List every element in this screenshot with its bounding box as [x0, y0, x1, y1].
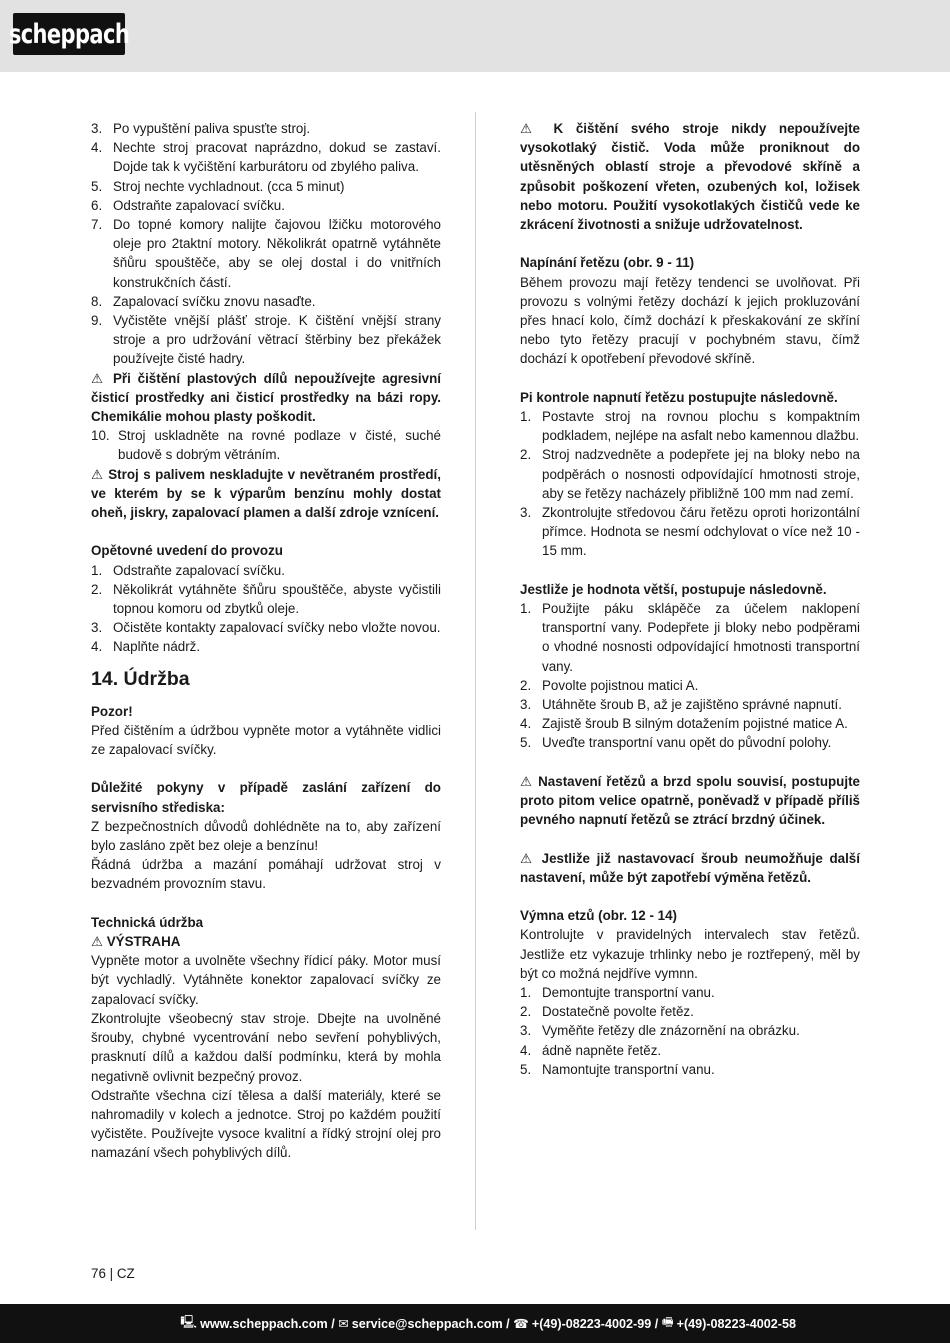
list-item — [520, 714, 860, 733]
list-item — [91, 138, 441, 176]
warning-icon: ⚠ — [91, 370, 107, 386]
list-item-text: Uveďte transportní vanu opět do původní polohy. — [542, 735, 832, 751]
service-text: Z bezpečnostních důvodů dohlédněte na to, aby zařízení bylo zasláno zpět bez oleje a benzínu! — [91, 818, 441, 854]
warning-icon: ⚠ — [91, 934, 104, 950]
list-item-text: Povolte pojistnou matici A. — [542, 677, 699, 693]
tech-text: Zkontrolujte všeobecný stav stroje. Dbejte na uvolněné šrouby, chybné vycentrování nebo sevření pohyblivých, prasknutí dílů a každou další podmínku, která by mohla negativně ovlivnit bezpečný provoz. — [91, 1010, 441, 1084]
left-column — [91, 119, 441, 1163]
list-item-number: 3. — [91, 620, 103, 636]
list-item-number: 3. — [91, 121, 103, 136]
column-divider — [475, 112, 476, 1230]
list-item-text: Zapalovací svíčku znovu nasaďte. — [113, 293, 316, 309]
list-item — [520, 1021, 860, 1040]
tech-text: Odstraňte všechna cizí tělesa a další materiály, které se nahromadily v kolech a jednotce. Stroj po každém použití vyčistěte. Používejte vysoce kvalitní a řídký strojní olej pro namazání všech pohyblivých dílů. — [91, 1087, 441, 1161]
list-item-text: Několikrát vytáhněte šňůru spouštěče, abyste vyčistili topnou komoru od zbytků oleje. — [113, 581, 441, 617]
list-item-text: Vyměňte řetězy dle znázornění na obrázku. — [542, 1023, 800, 1039]
list-item-text: Stroj nadzvedněte a podepřete jej na bloky nebo na podpěrách o nosnosti odpovídající hmotnosti stroje, aby se řetězy nacházely přibližně 100 mm nad zemí. — [542, 447, 860, 501]
list-item — [520, 695, 860, 714]
list-item-number: 4. — [520, 1042, 532, 1058]
check-steps-list — [520, 407, 860, 561]
right-column — [520, 119, 860, 1079]
logo-text: scheppach — [8, 19, 130, 49]
list-item-number: 9. — [91, 313, 103, 329]
list-item-number: 4. — [91, 140, 103, 156]
list-item — [520, 983, 860, 1002]
check-heading: Pi kontrole napnutí řetězu postupujte následovně. — [520, 389, 838, 405]
warning-icon: ⚠ — [91, 466, 104, 482]
list-item-number: 6. — [91, 197, 103, 213]
list-item-number: 5. — [520, 735, 532, 751]
list-item — [91, 292, 441, 311]
list-item-text: Nechte stroj pracovat naprázdno, dokud se zastaví. Dojde tak k vyčištění karburátoru od zbylého paliva. — [113, 140, 441, 175]
list-item — [520, 676, 860, 695]
fax-icon: 🖷 — [661, 1315, 674, 1329]
warning-highpressure: ⚠ K čištění svého stroje nikdy nepoužívejte vysokotlaký čistič. Voda může proniknout do utěsněných oblastí stroje a převodové skříně a způsobit poškození vřeten, ozubených kol, ložisek nebo motoru. Použití vysokotlakých čističů vede ke zkrácení životnosti a snižuje udržovatelnost. — [520, 121, 860, 233]
restart-heading: Opětovné uvedení do provozu — [91, 543, 283, 559]
list-item — [520, 407, 860, 445]
list-item-number: 2. — [91, 581, 103, 597]
list-item-text: Vyčistěte vnější plášť stroje. K čištění vnější strany stroje a pro udržování větrací štěrbiny bez překážek používejte čisté hadry. — [113, 313, 441, 367]
list-item-text: Použijte páku sklápěče za účelem naklopení transportní vany. Podepřete ji bloky nebo podpěrami o vhodné nosnosti odpovídající hmotnosti transportní vany. — [542, 601, 860, 674]
list-item: 10. Stroj uskladněte na rovné podlaze v čisté, suché budově s dobrým větráním. — [91, 428, 441, 463]
list-item-text: Postavte stroj na rovnou plochu s kompaktním podkladem, nejlépe na asfalt nebo kamennou dlažbu. — [542, 409, 860, 444]
tech-warning: ⚠ VÝSTRAHA — [91, 934, 181, 950]
list-item-number: 1. — [91, 562, 103, 578]
list-item — [520, 1060, 860, 1079]
list-item — [91, 580, 441, 618]
email-icon: ✉ — [338, 1317, 349, 1331]
restart-steps-list — [91, 561, 441, 657]
list-item-text: Stroj nechte vychladnout. (cca 5 minut) — [113, 178, 345, 194]
list-item-text: Naplňte nádrž. — [113, 639, 201, 655]
list-item — [91, 561, 441, 580]
list-item — [91, 618, 441, 637]
list-item — [520, 1002, 860, 1021]
page-number: 76 | CZ — [91, 1266, 135, 1281]
list-item — [520, 599, 860, 676]
list-item — [520, 445, 860, 503]
tech-text: Vypněte motor a uvolněte všechny řídicí páky. Motor musí být vychladlý. Vytáhněte konektor zapalovací svíčky ze zapalovací svíčky. — [91, 953, 441, 1007]
list-item-number: 7. — [91, 217, 103, 233]
section-title: 14. Údržba — [91, 667, 190, 690]
warning-icon: ⚠ — [520, 121, 541, 136]
tension-heading: Napínání řetězu (obr. 9 - 11) — [520, 255, 695, 271]
list-item-number: 2. — [520, 677, 532, 693]
replace-text: Kontrolujte v pravidelných intervalech stav řetězů. Jestliže etz vykazuje trhlinky nebo je roztřepený, měl by být co možná nejdříve vymnn. — [520, 927, 860, 981]
list-item — [91, 311, 441, 369]
attention-text: Před čištěním a údržbou vypněte motor a vytáhněte vidlici ze zapalovací svíčky. — [91, 722, 441, 758]
list-item-number: 5. — [520, 1061, 532, 1077]
list-item-number: 1. — [520, 601, 532, 617]
list-item-text: Dostatečně povolte řetěz. — [542, 1004, 694, 1020]
list-item — [91, 637, 441, 656]
list-item-text: Zkontrolujte středovou čáru řetězu oproti horizontální přímce. Hodnota se nesmí odchylovat o více než 10 - 15 mm. — [542, 505, 860, 559]
phone-icon: ☎ — [513, 1317, 529, 1331]
warning-plastics: ⚠ Při čištění plastových dílů nepoužívejte agresivní čisticí prostředky ani čisticí prostředky na bázi ropy. Chemikálie mohou plasty poškodit. — [91, 370, 441, 425]
list-item-number: 2. — [520, 1004, 532, 1020]
warning-icon: ⚠ — [520, 850, 535, 866]
computer-icon: 🖳 — [180, 1315, 198, 1329]
greater-heading: Jestliže je hodnota větší, postupuje následovně. — [520, 581, 827, 597]
list-item-text: Odstraňte zapalovací svíčku. — [113, 197, 285, 213]
list-item-number: 3. — [520, 1023, 532, 1039]
service-text: Řádná údržba a mazání pomáhají udržovat stroj v bezvadném provozním stavu. — [91, 857, 441, 892]
list-item-number: 1. — [520, 985, 532, 1001]
list-item-number: 1. — [520, 409, 532, 425]
list-item-text: ádně napněte řetěz. — [542, 1042, 662, 1058]
header-band — [0, 0, 950, 72]
list-item-text: Po vypuštění paliva spusťte stroj. — [113, 121, 311, 136]
list-item-text: Zajistě šroub B silným dotažením pojistné matice A. — [542, 716, 848, 732]
list-item-text: Namontujte transportní vanu. — [542, 1061, 715, 1077]
list-item — [91, 119, 441, 138]
list-item-number: 4. — [520, 716, 532, 732]
list-item — [91, 177, 441, 196]
list-item-text: Utáhněte šroub B, až je zajištěno správné napnutí. — [542, 697, 842, 713]
list-item-number: 8. — [91, 293, 103, 309]
tech-heading: Technická údržba — [91, 914, 204, 930]
footer-phone: +(49)-08223-4002-99 / — [531, 1316, 659, 1331]
list-item-number: 5. — [91, 178, 103, 194]
list-item — [520, 733, 860, 752]
warning-screw: ⚠ Jestliže již nastavovací šroub neumožňuje další nastavení, může být zapotřebí výměna řetězů. — [520, 850, 860, 885]
warning-fuel: ⚠ Stroj s palivem neskladujte v nevětraném prostředí, ve kterém by se k výparům benzínu mohly dostat oheň, jiskry, zapalovací plamen a další zdroje vznícení. — [91, 466, 441, 521]
warning-icon: ⚠ — [520, 773, 534, 789]
list-item-number: 2. — [520, 447, 532, 463]
replace-heading: Výmna etzů (obr. 12 - 14) — [520, 908, 678, 924]
footer-fax: +(49)-08223-4002-58 — [676, 1316, 796, 1331]
contact-footer — [0, 1304, 950, 1343]
list-item — [91, 196, 441, 215]
list-item-number: 3. — [520, 505, 532, 521]
list-item — [91, 215, 441, 292]
list-item — [520, 503, 860, 561]
replace-steps-list — [520, 983, 860, 1079]
adjust-steps-list — [520, 599, 860, 753]
scheppach-logo — [8, 13, 130, 55]
list-item-number: 3. — [520, 697, 532, 713]
warning-brakes: ⚠ Nastavení řetězů a brzd spolu souvisí, postupujte proto pitom velice opatrně, poněvadž v případě příliš pevného napnutí řetězů se ztrácí brzdný účinek. — [520, 773, 860, 828]
list-item-text: Odstraňte zapalovací svíčku. — [113, 562, 285, 578]
service-heading: Důležité pokyny v případě zaslání zařízení do servisního střediska: — [91, 780, 441, 815]
list-item-text: Očistěte kontakty zapalovací svíčky nebo vložte novou. — [113, 620, 441, 636]
tension-text: Během provozu mají řetězy tendenci se uvolňovat. Při provozu s volnými řetězy dochází k jejich prokluzování přes hnací kolo, čímž dochází k přeskakování ze skříní nebo tyto řetězy pracují v pochybném stavu, čímž dochází k opotřebení převodové skříně. — [520, 274, 860, 367]
storage-steps-list — [91, 119, 441, 369]
footer-email[interactable]: service@scheppach.com / — [351, 1316, 510, 1331]
list-item-text: Demontujte transportní vanu. — [542, 985, 715, 1001]
footer-web[interactable]: www.scheppach.com / — [200, 1316, 335, 1331]
list-item — [520, 1041, 860, 1060]
list-item-text: Do topné komory nalijte čajovou lžičku motorového oleje pro 2taktní motory. Několikrát opatrně vytáhněte šňůru spouštěče, aby se olej dostal i do vnitřních konstrukčních částí. — [113, 217, 441, 290]
attention-heading: Pozor! — [91, 703, 133, 719]
list-item-number: 4. — [91, 639, 103, 655]
